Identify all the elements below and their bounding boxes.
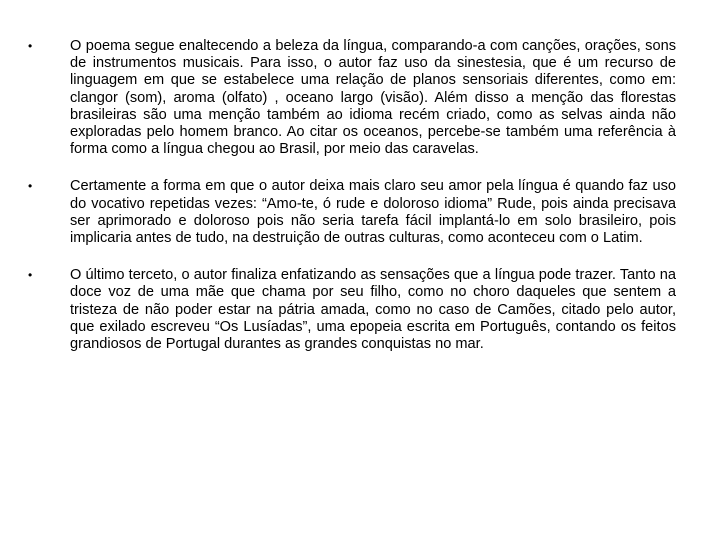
bullet-text: O poema segue enaltecendo a beleza da língua, comparando-a com canções, orações, sons de instrumentos musicais. Para isso, o autor faz uso da sinestesia, que é um recurso de linguagem em que se estabelece uma relação de planos sensoriais diferentes, como em: clangor (som), aroma (olfato) , oceano largo (visão). Além disso a menção das florestas brasileiras são uma menção também ao idioma recém criado, como as selvas ainda não exploradas pelo homem branco. Ao citar os oceanos, percebe-se também uma referência à forma como a língua chegou ao Brasil, por meio das caravelas. xyxy=(70,38,676,158)
bullet-marker: • xyxy=(28,179,33,194)
bullet-marker: • xyxy=(28,39,33,53)
bullet-item xyxy=(24,178,676,247)
bullet-text: Certamente a forma em que o autor deixa mais claro seu amor pela língua é quando faz uso do vocativo repetidas vezes: “Amo-te, ó rude e doloroso idioma” Rude, pois ainda precisava ser aprimorado e doloroso pois não seria tarefa fácil implantá-lo em solo brasileiro, pois implicaria antes de tudo, na destruição de outras culturas, como aconteceu com o Latim. xyxy=(70,178,676,247)
bullet-text: O último terceto, o autor finaliza enfatizando as sensações que a língua pode trazer. Tanto na doce voz de uma mãe que chama por seu filho, como no choro daqueles que sentem a tristeza de não poder estar na pátria amada, como no caso de Camões, citado pelo autor, que exilado escreveu “Os Lusíadas”, uma epopeia escrita em Português, contando os feitos grandiosos de Portugal durantes as grandes conquistas no mar. xyxy=(70,267,676,353)
bullet-marker: • xyxy=(28,268,33,283)
bullet-list xyxy=(24,38,676,353)
bullet-item xyxy=(24,267,676,353)
bullet-item xyxy=(24,38,676,158)
